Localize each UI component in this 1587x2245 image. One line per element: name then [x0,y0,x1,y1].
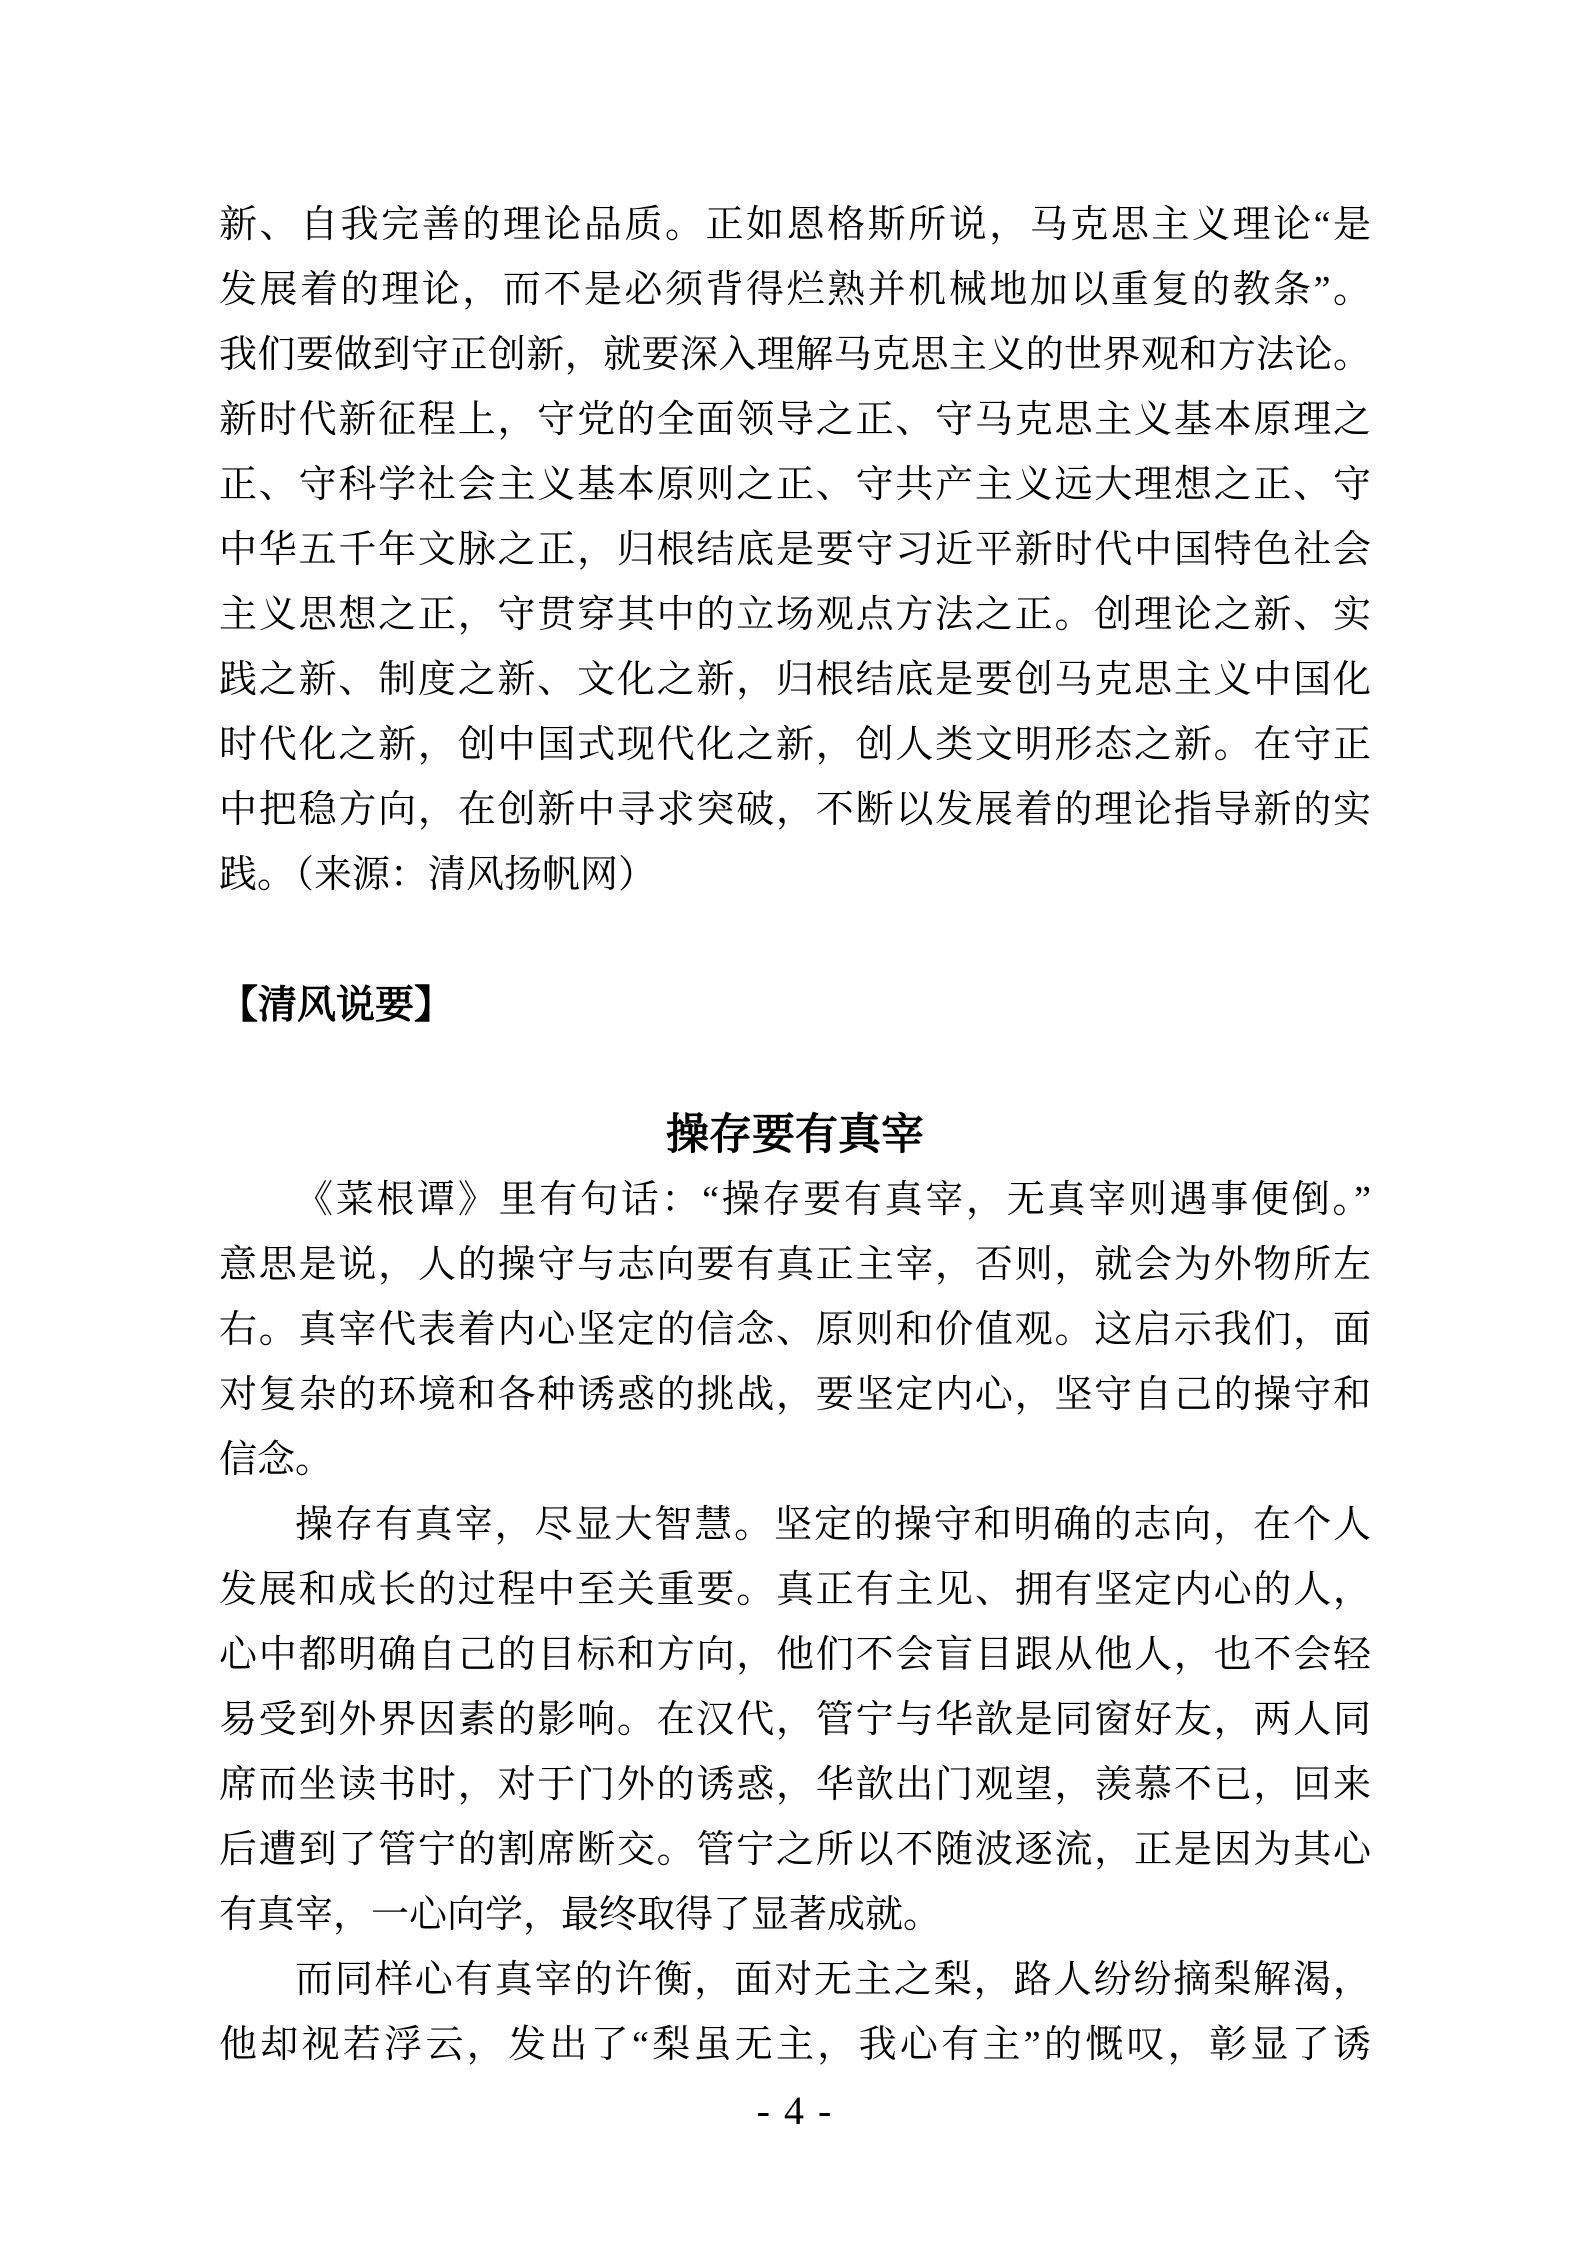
text-line: 正、守科学社会主义基本原则之正、守共产主义远大理想之正、守 [219,464,1371,506]
paragraph-2 [219,1493,1371,1948]
text-line: 主义思想之正，守贯穿其中的立场观点方法之正。创理论之新、实 [219,594,1371,636]
text-line: 席而坐读书时，对于门外的诱惑，华歆出门观望，羡慕不已，回来 [219,1764,1371,1806]
text-line: 对复杂的环境和各种诱惑的挑战，要坚定内心，坚守自己的操守和 [219,1374,1371,1416]
paragraph-1 [219,1168,1371,1493]
text-line: 操存有真宰，尽显大智慧。坚定的操守和明确的志向，在个人 [295,1504,1371,1546]
text-line: 右。真宰代表着内心坚定的信念、原则和价值观。这启示我们，面 [219,1309,1371,1351]
text-line: 发展和成长的过程中至关重要。真正有主见、拥有坚定内心的人， [219,1569,1371,1611]
page-number: - 4 - [756,2088,834,2133]
text-line: 时代化之新，创中国式现代化之新，创人类文明形态之新。在守正 [219,724,1371,766]
text-line: 他却视若浮云，发出了“梨虽无主，我心有主”的慨叹，彰显了诱 [219,2024,1371,2066]
text-line: 中华五千年文脉之正，归根结底是要守习近平新时代中国特色社会 [219,529,1371,571]
article-title: 操存要有真宰 [666,1112,924,1159]
text-line: 我们要做到守正创新，就要深入理解马克思主义的世界观和方法论。 [219,334,1371,376]
text-line: 新、自我完善的理论品质。正如恩格斯所说，马克思主义理论“是 [219,204,1371,246]
continued-paragraph [219,193,1371,908]
section-header: 【清风说要】 [219,984,454,1027]
text-line: 易受到外界因素的影响。在汉代，管宁与华歆是同窗好友，两人同 [219,1699,1371,1741]
text-line: 有真宰，一心向学，最终取得了显著成就。 [219,1894,942,1936]
text-line: 而同样心有真宰的许衡，面对无主之梨，路人纷纷摘梨解渴， [295,1959,1371,2001]
text-line: 心中都明确自己的目标和方向，他们不会盲目跟从他人，也不会轻 [219,1634,1371,1676]
text-line: 中把稳方向，在创新中寻求突破，不断以发展着的理论指导新的实 [219,789,1371,831]
text-column [219,193,1371,2143]
text-line: 新时代新征程上，守党的全面领导之正、守马克思主义基本原理之 [219,399,1371,441]
text-line: 信念。 [219,1439,334,1481]
text-line: 《菜根谭》里有句话：“操存要有真宰，无真宰则遇事便倒。” [295,1179,1371,1221]
text-line: 发展着的理论，而不是必须背得烂熟并机械地加以重复的教条”。 [219,269,1371,311]
text-line: 后遭到了管宁的割席断交。管宁之所以不随波逐流，正是因为其心 [219,1829,1371,1871]
paragraph-3 [219,1948,1371,2078]
text-line: 意思是说，人的操守与志向要有真正主宰，否则，就会为外物所左 [219,1244,1371,1286]
text-line: 践。（来源：清风扬帆网） [219,854,657,896]
text-line: 践之新、制度之新、文化之新，归根结底是要创马克思主义中国化 [219,659,1371,701]
